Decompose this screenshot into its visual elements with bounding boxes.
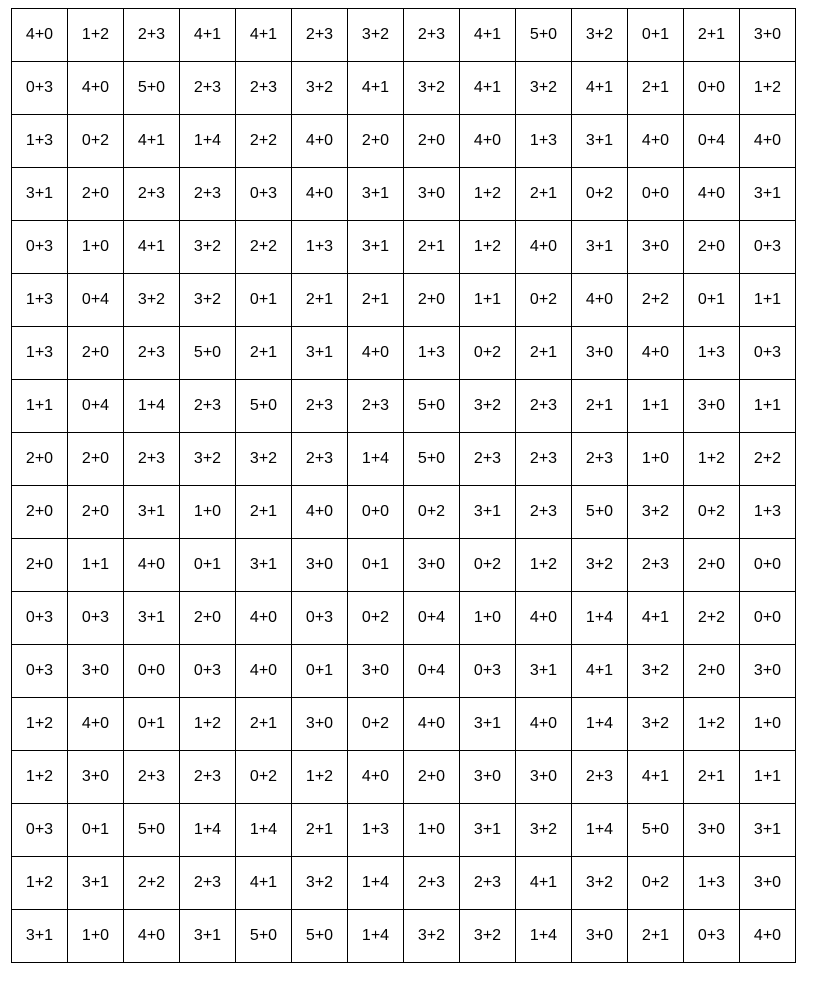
- addition-problem-cell: 4+0: [124, 910, 180, 963]
- addition-problem-cell: 2+3: [236, 62, 292, 115]
- worksheet-row: [12, 221, 796, 274]
- addition-problem-cell: 0+3: [180, 645, 236, 698]
- addition-problem-cell: 1+2: [68, 9, 124, 62]
- addition-problem-cell: 2+1: [516, 327, 572, 380]
- addition-problem-cell: 0+3: [460, 645, 516, 698]
- addition-problem-cell: 3+2: [404, 910, 460, 963]
- addition-problem-cell: 4+0: [684, 168, 740, 221]
- addition-problem-cell: 0+2: [348, 698, 404, 751]
- addition-problem-cell: 3+0: [572, 327, 628, 380]
- addition-problem-cell: 4+1: [124, 115, 180, 168]
- addition-problem-cell: 1+2: [12, 857, 68, 910]
- addition-problem-cell: 2+0: [404, 115, 460, 168]
- addition-problem-cell: 4+0: [516, 221, 572, 274]
- addition-problem-cell: 2+3: [180, 168, 236, 221]
- addition-problem-cell: 2+3: [124, 433, 180, 486]
- addition-problem-cell: 2+3: [348, 380, 404, 433]
- addition-problem-cell: 2+0: [348, 115, 404, 168]
- addition-problem-cell: 2+3: [292, 433, 348, 486]
- addition-problem-cell: 0+0: [628, 168, 684, 221]
- addition-problem-cell: 1+2: [684, 433, 740, 486]
- addition-problem-cell: 3+1: [460, 804, 516, 857]
- worksheet-row: [12, 804, 796, 857]
- addition-problem-cell: 2+2: [124, 857, 180, 910]
- addition-problem-cell: 1+2: [12, 698, 68, 751]
- addition-problem-cell: 3+0: [684, 380, 740, 433]
- addition-problem-cell: 2+1: [236, 698, 292, 751]
- addition-problem-cell: 2+0: [68, 327, 124, 380]
- addition-problem-cell: 2+0: [684, 645, 740, 698]
- addition-problem-cell: 3+0: [404, 168, 460, 221]
- addition-problem-cell: 4+0: [124, 539, 180, 592]
- addition-problem-cell: 5+0: [404, 433, 460, 486]
- addition-problem-cell: 4+0: [516, 592, 572, 645]
- addition-problem-cell: 4+1: [460, 62, 516, 115]
- addition-problem-cell: 1+4: [236, 804, 292, 857]
- addition-worksheet-grid: [11, 8, 796, 963]
- addition-problem-cell: 0+3: [12, 62, 68, 115]
- addition-problem-cell: 3+2: [124, 274, 180, 327]
- addition-problem-cell: 1+4: [180, 804, 236, 857]
- addition-problem-cell: 1+0: [460, 592, 516, 645]
- addition-problem-cell: 1+2: [684, 698, 740, 751]
- addition-problem-cell: 1+1: [12, 380, 68, 433]
- addition-problem-cell: 5+0: [180, 327, 236, 380]
- addition-problem-cell: 3+2: [628, 698, 684, 751]
- addition-problem-cell: 1+2: [180, 698, 236, 751]
- addition-problem-cell: 2+1: [628, 910, 684, 963]
- addition-problem-cell: 0+2: [628, 857, 684, 910]
- addition-problem-cell: 4+1: [124, 221, 180, 274]
- addition-problem-cell: 0+2: [460, 327, 516, 380]
- addition-problem-cell: 4+1: [572, 645, 628, 698]
- addition-problem-cell: 2+3: [180, 857, 236, 910]
- addition-problem-cell: 2+3: [572, 433, 628, 486]
- addition-problem-cell: 3+2: [292, 857, 348, 910]
- addition-problem-cell: 2+2: [740, 433, 796, 486]
- worksheet-row: [12, 857, 796, 910]
- addition-problem-cell: 2+2: [684, 592, 740, 645]
- addition-problem-cell: 4+1: [460, 9, 516, 62]
- addition-problem-cell: 0+1: [180, 539, 236, 592]
- worksheet-row: [12, 327, 796, 380]
- addition-problem-cell: 0+1: [684, 274, 740, 327]
- addition-problem-cell: 2+3: [460, 857, 516, 910]
- addition-problem-cell: 1+0: [68, 910, 124, 963]
- addition-problem-cell: 3+1: [572, 221, 628, 274]
- addition-problem-cell: 1+4: [348, 910, 404, 963]
- addition-problem-cell: 5+0: [124, 804, 180, 857]
- worksheet-row: [12, 592, 796, 645]
- addition-problem-cell: 2+2: [236, 221, 292, 274]
- addition-problem-cell: 3+2: [516, 62, 572, 115]
- addition-problem-cell: 1+3: [684, 327, 740, 380]
- addition-problem-cell: 2+3: [628, 539, 684, 592]
- addition-problem-cell: 3+0: [404, 539, 460, 592]
- addition-problem-cell: 3+2: [628, 486, 684, 539]
- addition-problem-cell: 4+1: [180, 9, 236, 62]
- addition-problem-cell: 2+0: [68, 433, 124, 486]
- worksheet-row: [12, 115, 796, 168]
- addition-problem-cell: 0+2: [516, 274, 572, 327]
- addition-problem-cell: 5+0: [628, 804, 684, 857]
- addition-problem-cell: 4+0: [68, 698, 124, 751]
- addition-problem-cell: 0+0: [348, 486, 404, 539]
- addition-problem-cell: 2+1: [236, 486, 292, 539]
- addition-problem-cell: 2+3: [516, 433, 572, 486]
- worksheet-row: [12, 274, 796, 327]
- addition-problem-cell: 0+3: [68, 592, 124, 645]
- addition-problem-cell: 1+3: [12, 115, 68, 168]
- addition-problem-cell: 2+1: [404, 221, 460, 274]
- addition-problem-cell: 3+1: [12, 910, 68, 963]
- addition-problem-cell: 4+1: [236, 857, 292, 910]
- addition-problem-cell: 2+0: [180, 592, 236, 645]
- addition-problem-cell: 1+2: [460, 168, 516, 221]
- addition-problem-cell: 0+3: [12, 592, 68, 645]
- addition-problem-cell: 2+1: [292, 274, 348, 327]
- addition-problem-cell: 3+1: [740, 804, 796, 857]
- worksheet-row: [12, 645, 796, 698]
- addition-problem-cell: 1+2: [740, 62, 796, 115]
- addition-problem-cell: 3+1: [124, 592, 180, 645]
- addition-problem-cell: 4+0: [516, 698, 572, 751]
- addition-problem-cell: 3+0: [684, 804, 740, 857]
- addition-problem-cell: 1+3: [740, 486, 796, 539]
- addition-problem-cell: 1+4: [572, 804, 628, 857]
- addition-problem-cell: 4+0: [292, 168, 348, 221]
- addition-problem-cell: 0+0: [684, 62, 740, 115]
- addition-problem-cell: 3+2: [572, 9, 628, 62]
- addition-problem-cell: 2+3: [180, 62, 236, 115]
- worksheet-row: [12, 9, 796, 62]
- addition-problem-cell: 0+3: [12, 221, 68, 274]
- addition-problem-cell: 1+2: [516, 539, 572, 592]
- addition-problem-cell: 5+0: [516, 9, 572, 62]
- addition-problem-cell: 2+1: [684, 751, 740, 804]
- addition-problem-cell: 3+1: [460, 698, 516, 751]
- addition-problem-cell: 3+1: [236, 539, 292, 592]
- addition-problem-cell: 0+3: [292, 592, 348, 645]
- addition-problem-cell: 2+0: [68, 168, 124, 221]
- addition-problem-cell: 3+2: [404, 62, 460, 115]
- addition-problem-cell: 2+0: [12, 433, 68, 486]
- addition-problem-cell: 4+0: [236, 592, 292, 645]
- addition-problem-cell: 2+2: [628, 274, 684, 327]
- addition-problem-cell: 3+2: [572, 539, 628, 592]
- addition-problem-cell: 3+1: [348, 221, 404, 274]
- addition-problem-cell: 5+0: [572, 486, 628, 539]
- addition-problem-cell: 0+2: [236, 751, 292, 804]
- addition-problem-cell: 1+2: [12, 751, 68, 804]
- addition-problem-cell: 4+0: [348, 751, 404, 804]
- addition-problem-cell: 4+0: [348, 327, 404, 380]
- worksheet-row: [12, 380, 796, 433]
- addition-problem-cell: 4+0: [628, 327, 684, 380]
- addition-problem-cell: 2+3: [460, 433, 516, 486]
- worksheet-row: [12, 910, 796, 963]
- addition-problem-cell: 3+2: [516, 804, 572, 857]
- addition-problem-cell: 1+3: [12, 274, 68, 327]
- addition-problem-cell: 2+0: [12, 539, 68, 592]
- addition-problem-cell: 2+3: [572, 751, 628, 804]
- worksheet-row: [12, 62, 796, 115]
- addition-problem-cell: 2+3: [124, 751, 180, 804]
- addition-problem-cell: 1+4: [124, 380, 180, 433]
- addition-problem-cell: 2+0: [684, 221, 740, 274]
- addition-problem-cell: 3+2: [180, 274, 236, 327]
- addition-problem-cell: 4+0: [292, 486, 348, 539]
- addition-problem-cell: 2+3: [124, 168, 180, 221]
- addition-problem-cell: 3+0: [348, 645, 404, 698]
- addition-problem-cell: 3+0: [68, 645, 124, 698]
- addition-problem-cell: 0+1: [628, 9, 684, 62]
- addition-problem-cell: 3+2: [572, 857, 628, 910]
- addition-problem-cell: 0+4: [404, 645, 460, 698]
- addition-problem-cell: 3+1: [516, 645, 572, 698]
- addition-problem-cell: 1+0: [68, 221, 124, 274]
- addition-problem-cell: 4+0: [292, 115, 348, 168]
- addition-problem-cell: 4+0: [236, 645, 292, 698]
- addition-problem-cell: 1+1: [740, 380, 796, 433]
- addition-problem-cell: 0+0: [124, 645, 180, 698]
- addition-problem-cell: 1+4: [348, 857, 404, 910]
- addition-problem-cell: 3+0: [292, 539, 348, 592]
- addition-problem-cell: 3+2: [292, 62, 348, 115]
- addition-problem-cell: 2+3: [516, 486, 572, 539]
- addition-problem-cell: 2+3: [404, 9, 460, 62]
- addition-problem-cell: 1+1: [740, 274, 796, 327]
- addition-problem-cell: 3+0: [68, 751, 124, 804]
- addition-problem-cell: 1+0: [628, 433, 684, 486]
- addition-problem-cell: 1+4: [516, 910, 572, 963]
- addition-problem-cell: 1+0: [180, 486, 236, 539]
- addition-problem-cell: 5+0: [236, 910, 292, 963]
- addition-problem-cell: 0+3: [236, 168, 292, 221]
- addition-problem-cell: 3+0: [516, 751, 572, 804]
- addition-problem-cell: 1+3: [12, 327, 68, 380]
- addition-problem-cell: 0+2: [348, 592, 404, 645]
- addition-problem-cell: 2+3: [404, 857, 460, 910]
- worksheet-row: [12, 539, 796, 592]
- addition-problem-cell: 1+1: [460, 274, 516, 327]
- addition-problem-cell: 3+2: [348, 9, 404, 62]
- addition-problem-cell: 3+2: [628, 645, 684, 698]
- addition-problem-cell: 1+3: [292, 221, 348, 274]
- addition-problem-cell: 3+1: [572, 115, 628, 168]
- addition-problem-cell: 4+1: [348, 62, 404, 115]
- worksheet-row: [12, 751, 796, 804]
- addition-problem-cell: 3+0: [460, 751, 516, 804]
- addition-problem-cell: 4+1: [236, 9, 292, 62]
- addition-problem-cell: 4+0: [404, 698, 460, 751]
- addition-problem-cell: 2+3: [180, 751, 236, 804]
- addition-problem-cell: 2+1: [348, 274, 404, 327]
- addition-problem-cell: 4+0: [12, 9, 68, 62]
- addition-problem-cell: 1+4: [572, 698, 628, 751]
- addition-problem-cell: 2+0: [404, 751, 460, 804]
- addition-problem-cell: 2+1: [684, 9, 740, 62]
- addition-problem-cell: 3+2: [460, 380, 516, 433]
- addition-problem-cell: 1+3: [348, 804, 404, 857]
- addition-problem-cell: 2+3: [292, 380, 348, 433]
- addition-problem-cell: 3+0: [292, 698, 348, 751]
- addition-problem-cell: 2+1: [628, 62, 684, 115]
- addition-problem-cell: 1+0: [740, 698, 796, 751]
- addition-problem-cell: 4+0: [460, 115, 516, 168]
- addition-problem-cell: 2+1: [516, 168, 572, 221]
- addition-problem-cell: 0+3: [12, 804, 68, 857]
- addition-problem-cell: 4+0: [68, 62, 124, 115]
- addition-problem-cell: 2+0: [684, 539, 740, 592]
- addition-problem-cell: 3+1: [68, 857, 124, 910]
- addition-problem-cell: 1+3: [404, 327, 460, 380]
- addition-problem-cell: 0+2: [68, 115, 124, 168]
- addition-problem-cell: 3+0: [740, 645, 796, 698]
- addition-problem-cell: 5+0: [236, 380, 292, 433]
- addition-problem-cell: 0+3: [12, 645, 68, 698]
- addition-problem-cell: 3+1: [740, 168, 796, 221]
- addition-problem-cell: 0+1: [124, 698, 180, 751]
- addition-problem-cell: 0+2: [404, 486, 460, 539]
- addition-problem-cell: 2+3: [292, 9, 348, 62]
- addition-problem-cell: 0+0: [740, 539, 796, 592]
- addition-problem-cell: 2+1: [292, 804, 348, 857]
- addition-problem-cell: 2+2: [236, 115, 292, 168]
- addition-problem-cell: 3+1: [292, 327, 348, 380]
- worksheet-row: [12, 168, 796, 221]
- addition-problem-cell: 0+1: [68, 804, 124, 857]
- addition-problem-cell: 3+0: [572, 910, 628, 963]
- addition-problem-cell: 3+1: [348, 168, 404, 221]
- addition-problem-cell: 1+1: [68, 539, 124, 592]
- addition-problem-cell: 0+1: [236, 274, 292, 327]
- addition-problem-cell: 2+0: [404, 274, 460, 327]
- addition-problem-cell: 5+0: [292, 910, 348, 963]
- addition-problem-cell: 2+0: [12, 486, 68, 539]
- addition-problem-cell: 1+4: [348, 433, 404, 486]
- addition-problem-cell: 2+3: [180, 380, 236, 433]
- addition-problem-cell: 0+0: [740, 592, 796, 645]
- addition-problem-cell: 3+1: [124, 486, 180, 539]
- addition-problem-cell: 0+3: [684, 910, 740, 963]
- addition-problem-cell: 0+4: [68, 274, 124, 327]
- addition-problem-cell: 5+0: [124, 62, 180, 115]
- addition-problem-cell: 3+2: [180, 221, 236, 274]
- addition-problem-cell: 5+0: [404, 380, 460, 433]
- addition-problem-cell: 4+1: [572, 62, 628, 115]
- worksheet-row: [12, 433, 796, 486]
- addition-problem-cell: 0+4: [684, 115, 740, 168]
- addition-problem-cell: 1+3: [516, 115, 572, 168]
- addition-problem-cell: 4+0: [572, 274, 628, 327]
- addition-problem-cell: 3+2: [460, 910, 516, 963]
- addition-problem-cell: 3+0: [740, 857, 796, 910]
- addition-problem-cell: 4+0: [628, 115, 684, 168]
- addition-problem-cell: 1+4: [572, 592, 628, 645]
- addition-problem-cell: 3+2: [236, 433, 292, 486]
- addition-problem-cell: 4+1: [628, 592, 684, 645]
- worksheet-row: [12, 698, 796, 751]
- addition-problem-cell: 3+0: [628, 221, 684, 274]
- addition-problem-cell: 4+0: [740, 910, 796, 963]
- addition-problem-cell: 1+2: [292, 751, 348, 804]
- addition-problem-cell: 4+1: [628, 751, 684, 804]
- addition-problem-cell: 0+1: [292, 645, 348, 698]
- addition-problem-cell: 0+3: [740, 221, 796, 274]
- addition-problem-cell: 0+4: [68, 380, 124, 433]
- addition-problem-cell: 0+2: [684, 486, 740, 539]
- addition-problem-cell: 0+2: [572, 168, 628, 221]
- addition-problem-cell: 3+1: [12, 168, 68, 221]
- addition-problem-cell: 0+1: [348, 539, 404, 592]
- addition-problem-cell: 3+0: [740, 9, 796, 62]
- addition-problem-cell: 1+1: [628, 380, 684, 433]
- addition-problem-cell: 4+1: [516, 857, 572, 910]
- worksheet-row: [12, 486, 796, 539]
- addition-problem-cell: 2+3: [124, 327, 180, 380]
- addition-problem-cell: 0+4: [404, 592, 460, 645]
- addition-problem-cell: 1+4: [180, 115, 236, 168]
- addition-problem-cell: 1+3: [684, 857, 740, 910]
- addition-problem-cell: 4+0: [740, 115, 796, 168]
- worksheet-body: [12, 9, 796, 963]
- addition-problem-cell: 2+3: [124, 9, 180, 62]
- addition-problem-cell: 0+3: [740, 327, 796, 380]
- addition-problem-cell: 2+1: [572, 380, 628, 433]
- addition-problem-cell: 2+0: [68, 486, 124, 539]
- addition-problem-cell: 3+1: [460, 486, 516, 539]
- addition-problem-cell: 1+0: [404, 804, 460, 857]
- addition-problem-cell: 3+1: [180, 910, 236, 963]
- addition-problem-cell: 1+1: [740, 751, 796, 804]
- addition-problem-cell: 2+3: [516, 380, 572, 433]
- addition-problem-cell: 2+1: [236, 327, 292, 380]
- addition-problem-cell: 3+2: [180, 433, 236, 486]
- addition-problem-cell: 0+2: [460, 539, 516, 592]
- addition-problem-cell: 1+2: [460, 221, 516, 274]
